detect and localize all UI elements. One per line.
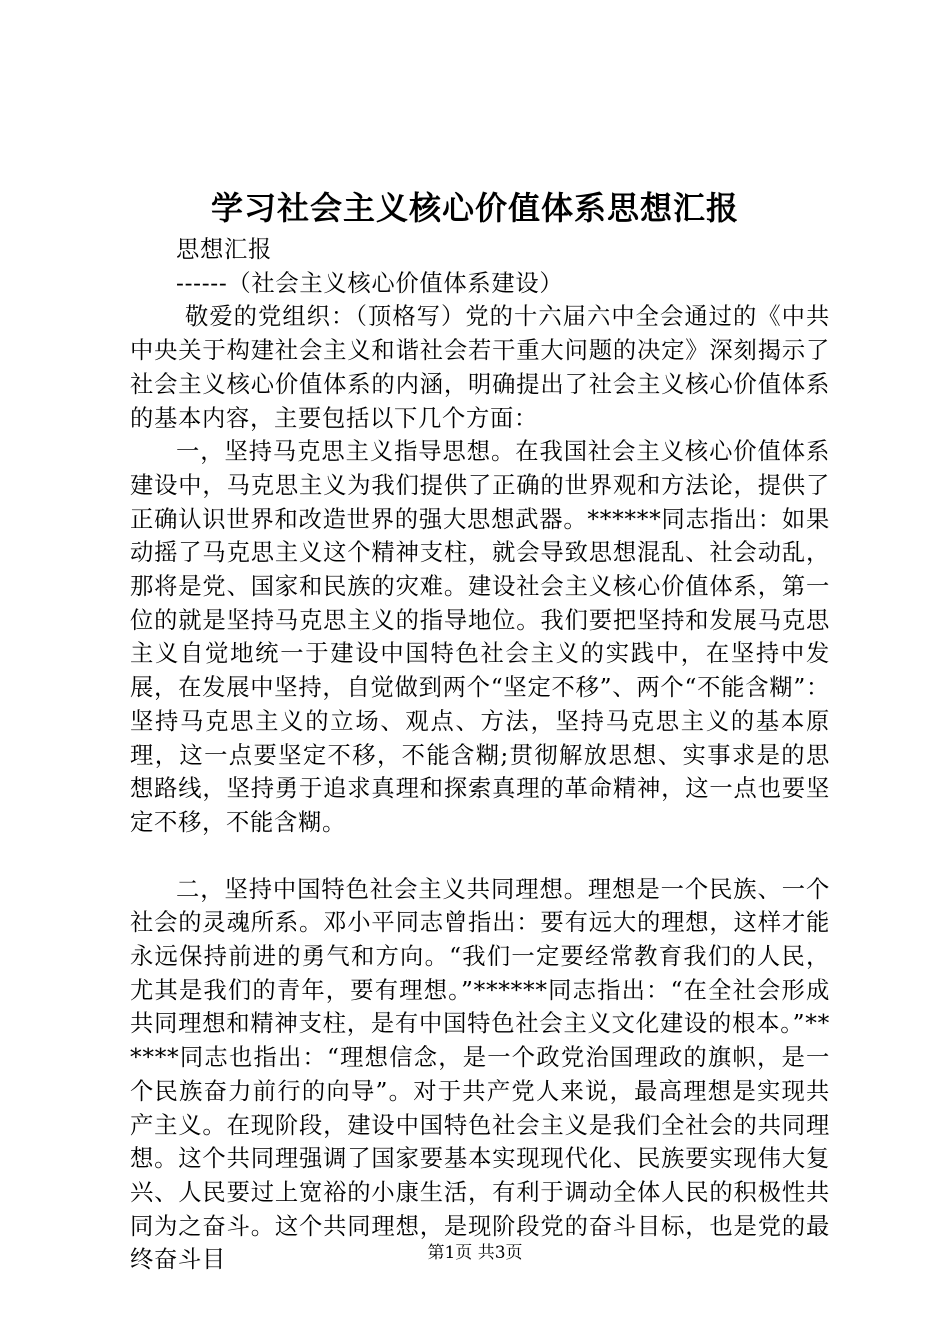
page-number: 第1页 共3页 [427, 1243, 523, 1263]
paragraph-gap [130, 840, 830, 873]
subtitle-line-2: ------（社会主义核心价值体系建设） [176, 269, 564, 297]
paragraph-2: 一，坚持马克思主义指导思想。在我国社会主义核心价值体系建设中，马克思主义为我们提供了正确的世界观和方法论，提供了正确认识世界和改造世界的强大思想武器。******同志指出：如果动摇了马克思主义这个精神支柱，就会导致思想混乱、社会动乱，那将是党、国家和民族的灾难。建设社会主义核心价值体系，第一位的就是坚持马克思主义的指导地位。我们要把坚持和发展马克思主义自觉地统一于建设中国特色社会主义的实践中，在坚持中发展，在发展中坚持，自觉做到两个“坚定不移”、两个“不能含糊”：坚持马克思主义的立场、观点、方法，坚持马克思主义的基本原理，这一点要坚定不移，不能含糊;贯彻解放思想、实事求是的思想路线，坚持勇于追求真理和探索真理的革命精神，这一点也要坚定不移，不能含糊。 [130, 438, 830, 836]
paragraph-1: 敬爱的党组织：（顶格写）党的十六届六中全会通过的《中共中央关于构建社会主义和谐社会若干重大问题的决定》深刻揭示了社会主义核心价值体系的内涵，明确提出了社会主义核心价值体系的基本内容，主要包括以下几个方面： [130, 303, 830, 432]
subtitle: 思想汇报 [176, 236, 272, 263]
page-title: 学习社会主义核心价值体系思想汇报 [210, 189, 739, 227]
paragraph-3: 二，坚持中国特色社会主义共同理想。理想是一个民族、一个社会的灵魂所系。邓小平同志曾指出：要有远大的理想，这样才能永远保持前进的勇气和方向。“我们一定要经常教育我们的人民，尤其是我们的青年，要有理想。”******同志指出：“在全社会形成共同理想和精神支柱，是有中国特色社会主义文化建设的根本。”******同志也指出：“理想信念，是一个政党治国理政的旗帜，是一个民族奋力前行的向导”。对于共产党人来说，最高理想是实现共产主义。在现阶段，建设中国特色社会主义是我们全社会的共同理想。这个共同理强调了国家要基本实现现代化、民族要实现伟大复兴、人民要过上宽裕的小康生活，有利于调动全体人民的积极性共同为之奋斗。这个共同理想，是现阶段党的奋斗目标，也是党的最终奋斗目 [130, 875, 830, 1274]
document-body [130, 233, 830, 1277]
